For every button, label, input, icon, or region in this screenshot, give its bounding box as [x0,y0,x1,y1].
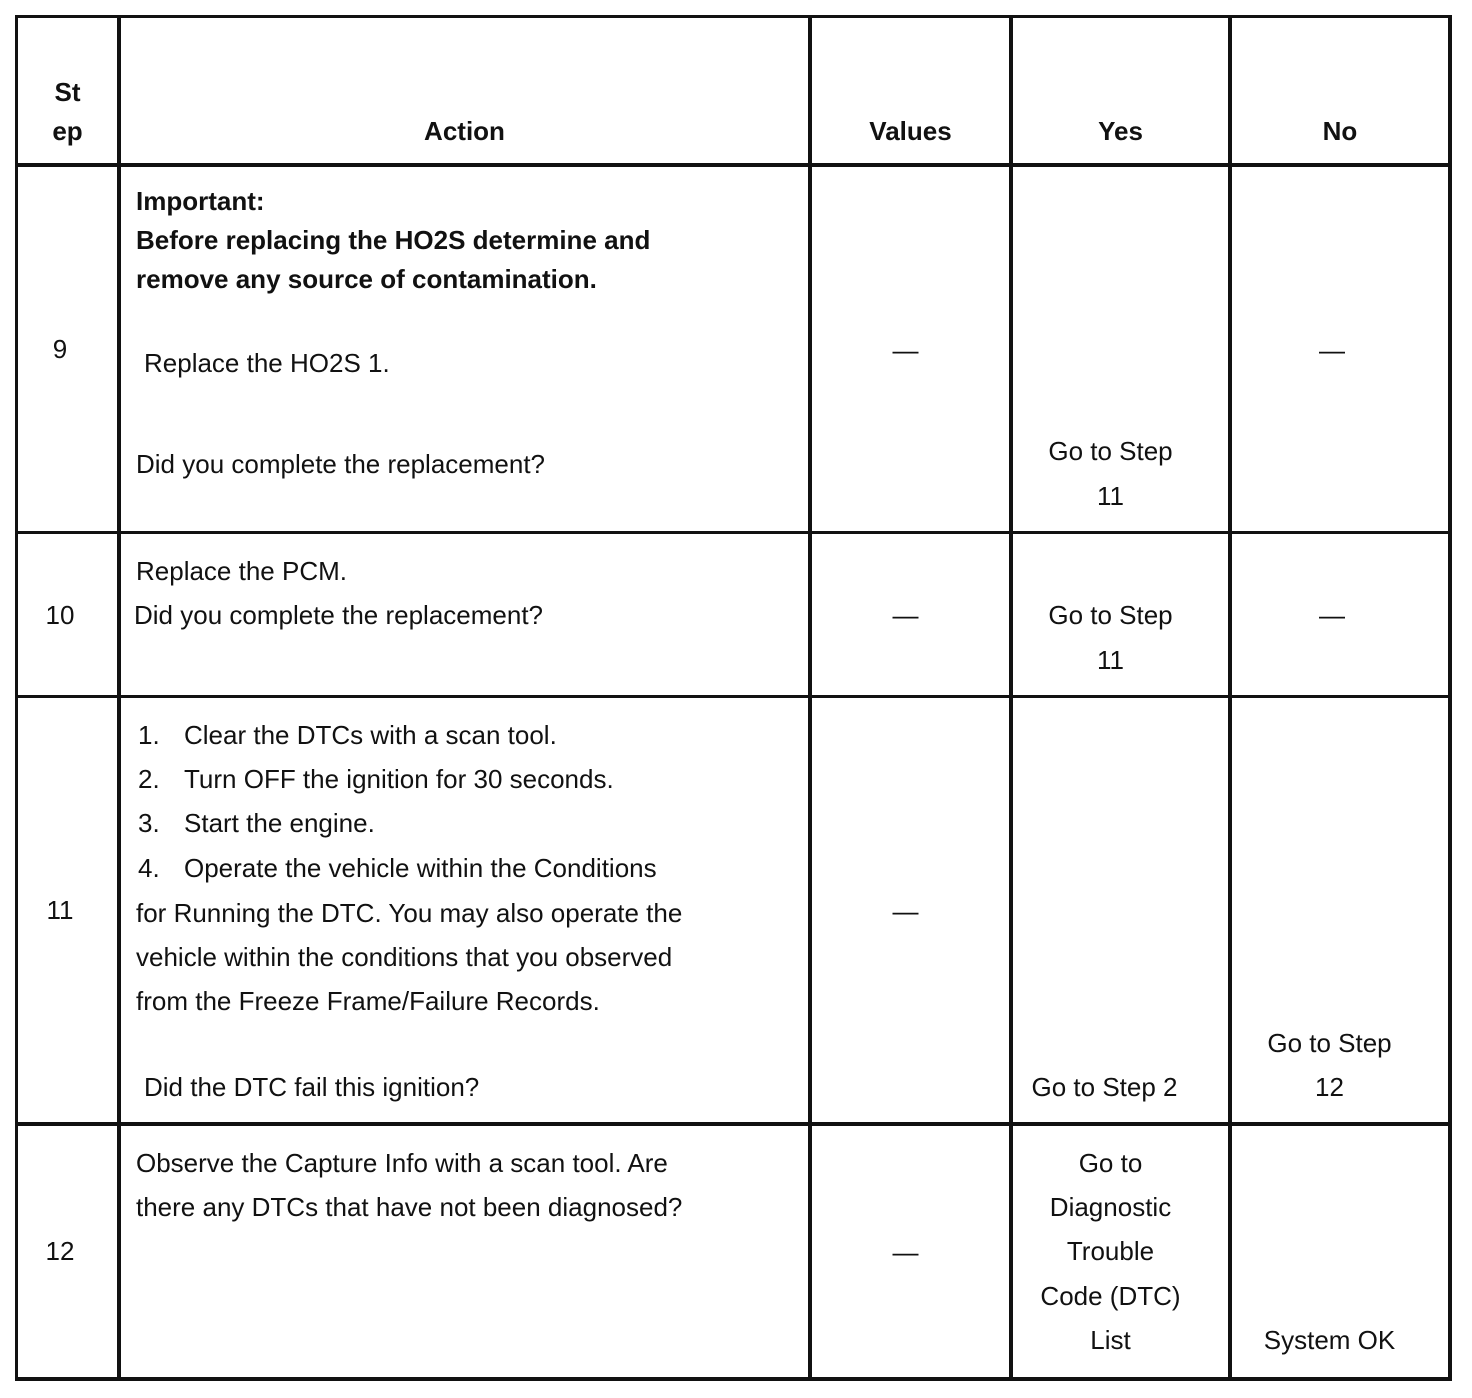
table-border-left [15,15,18,1381]
header-step-line1: St [54,77,81,107]
table-border-top [15,15,1452,18]
list-item-text: Clear the DTCs with a scan tool. [184,720,557,750]
list-item-text: Start the engine. [184,808,375,838]
no-cell: Go to Step [1267,1028,1392,1058]
list-item-number: 3. [138,808,160,838]
list-item-text: Operate the vehicle within the Conditions [184,853,657,883]
list-item-number: 4. [138,853,160,883]
action-text: there any DTCs that have not been diagnosed? [136,1192,683,1222]
yes-cell: Go to Step [1048,600,1173,630]
action-text: Observe the Capture Info with a scan tool. Are [136,1148,668,1178]
values-cell: — [892,1237,919,1267]
yes-cell: Trouble [1066,1236,1155,1266]
values-cell: — [892,600,919,630]
yes-cell: 11 [1097,645,1124,675]
table-border-right [1448,15,1452,1381]
no-cell: — [1319,600,1345,630]
action-text: Replace the PCM. [136,556,347,586]
no-cell: System OK [1263,1325,1396,1355]
action-text: vehicle within the conditions that you observed [136,942,673,972]
header-yes: Yes [1098,116,1143,146]
yes-cell: Go to Step 2 [1031,1072,1178,1102]
important-text: Before replacing the HO2S determine and [136,225,651,255]
row-divider [15,1122,1452,1126]
header-step-line2: ep [52,116,83,146]
yes-cell: List [1090,1325,1131,1355]
list-item-number: 2. [138,764,160,794]
column-divider [808,15,812,1381]
step-number: 12 [45,1236,75,1266]
action-text: Replace the HO2S 1. [144,348,390,378]
step-number: 10 [45,600,75,630]
no-cell: — [1319,335,1345,365]
yes-cell: Diagnostic [1049,1192,1172,1222]
important-text: remove any source of contamination. [136,264,597,294]
question-text: Did you complete the replacement? [136,449,546,479]
important-label: Important: [136,186,265,216]
column-divider [1228,15,1232,1381]
row-divider [15,531,1452,534]
header-action: Action [424,116,505,146]
action-text: for Running the DTC. You may also operate the [136,898,683,928]
yes-cell: 11 [1097,481,1124,511]
action-text: from the Freeze Frame/Failure Records. [136,986,600,1016]
values-cell: — [892,896,919,926]
question-text: Did you complete the replacement? [134,600,544,630]
column-divider [117,15,121,1381]
header-divider [15,163,1452,167]
header-values: Values [869,116,952,146]
question-text: Did the DTC fail this ignition? [144,1072,480,1102]
header-no: No [1322,116,1358,146]
list-item-number: 1. [138,720,160,750]
no-cell: 12 [1315,1072,1344,1102]
step-number: 9 [52,334,68,364]
row-divider [15,695,1452,698]
yes-cell: Code (DTC) [1040,1281,1181,1311]
step-number: 11 [46,895,74,925]
yes-cell: Go to [1078,1148,1143,1178]
values-cell: — [892,335,919,365]
table-border-bottom [15,1377,1452,1381]
list-item-text: Turn OFF the ignition for 30 seconds. [184,764,614,794]
yes-cell: Go to Step [1048,436,1173,466]
